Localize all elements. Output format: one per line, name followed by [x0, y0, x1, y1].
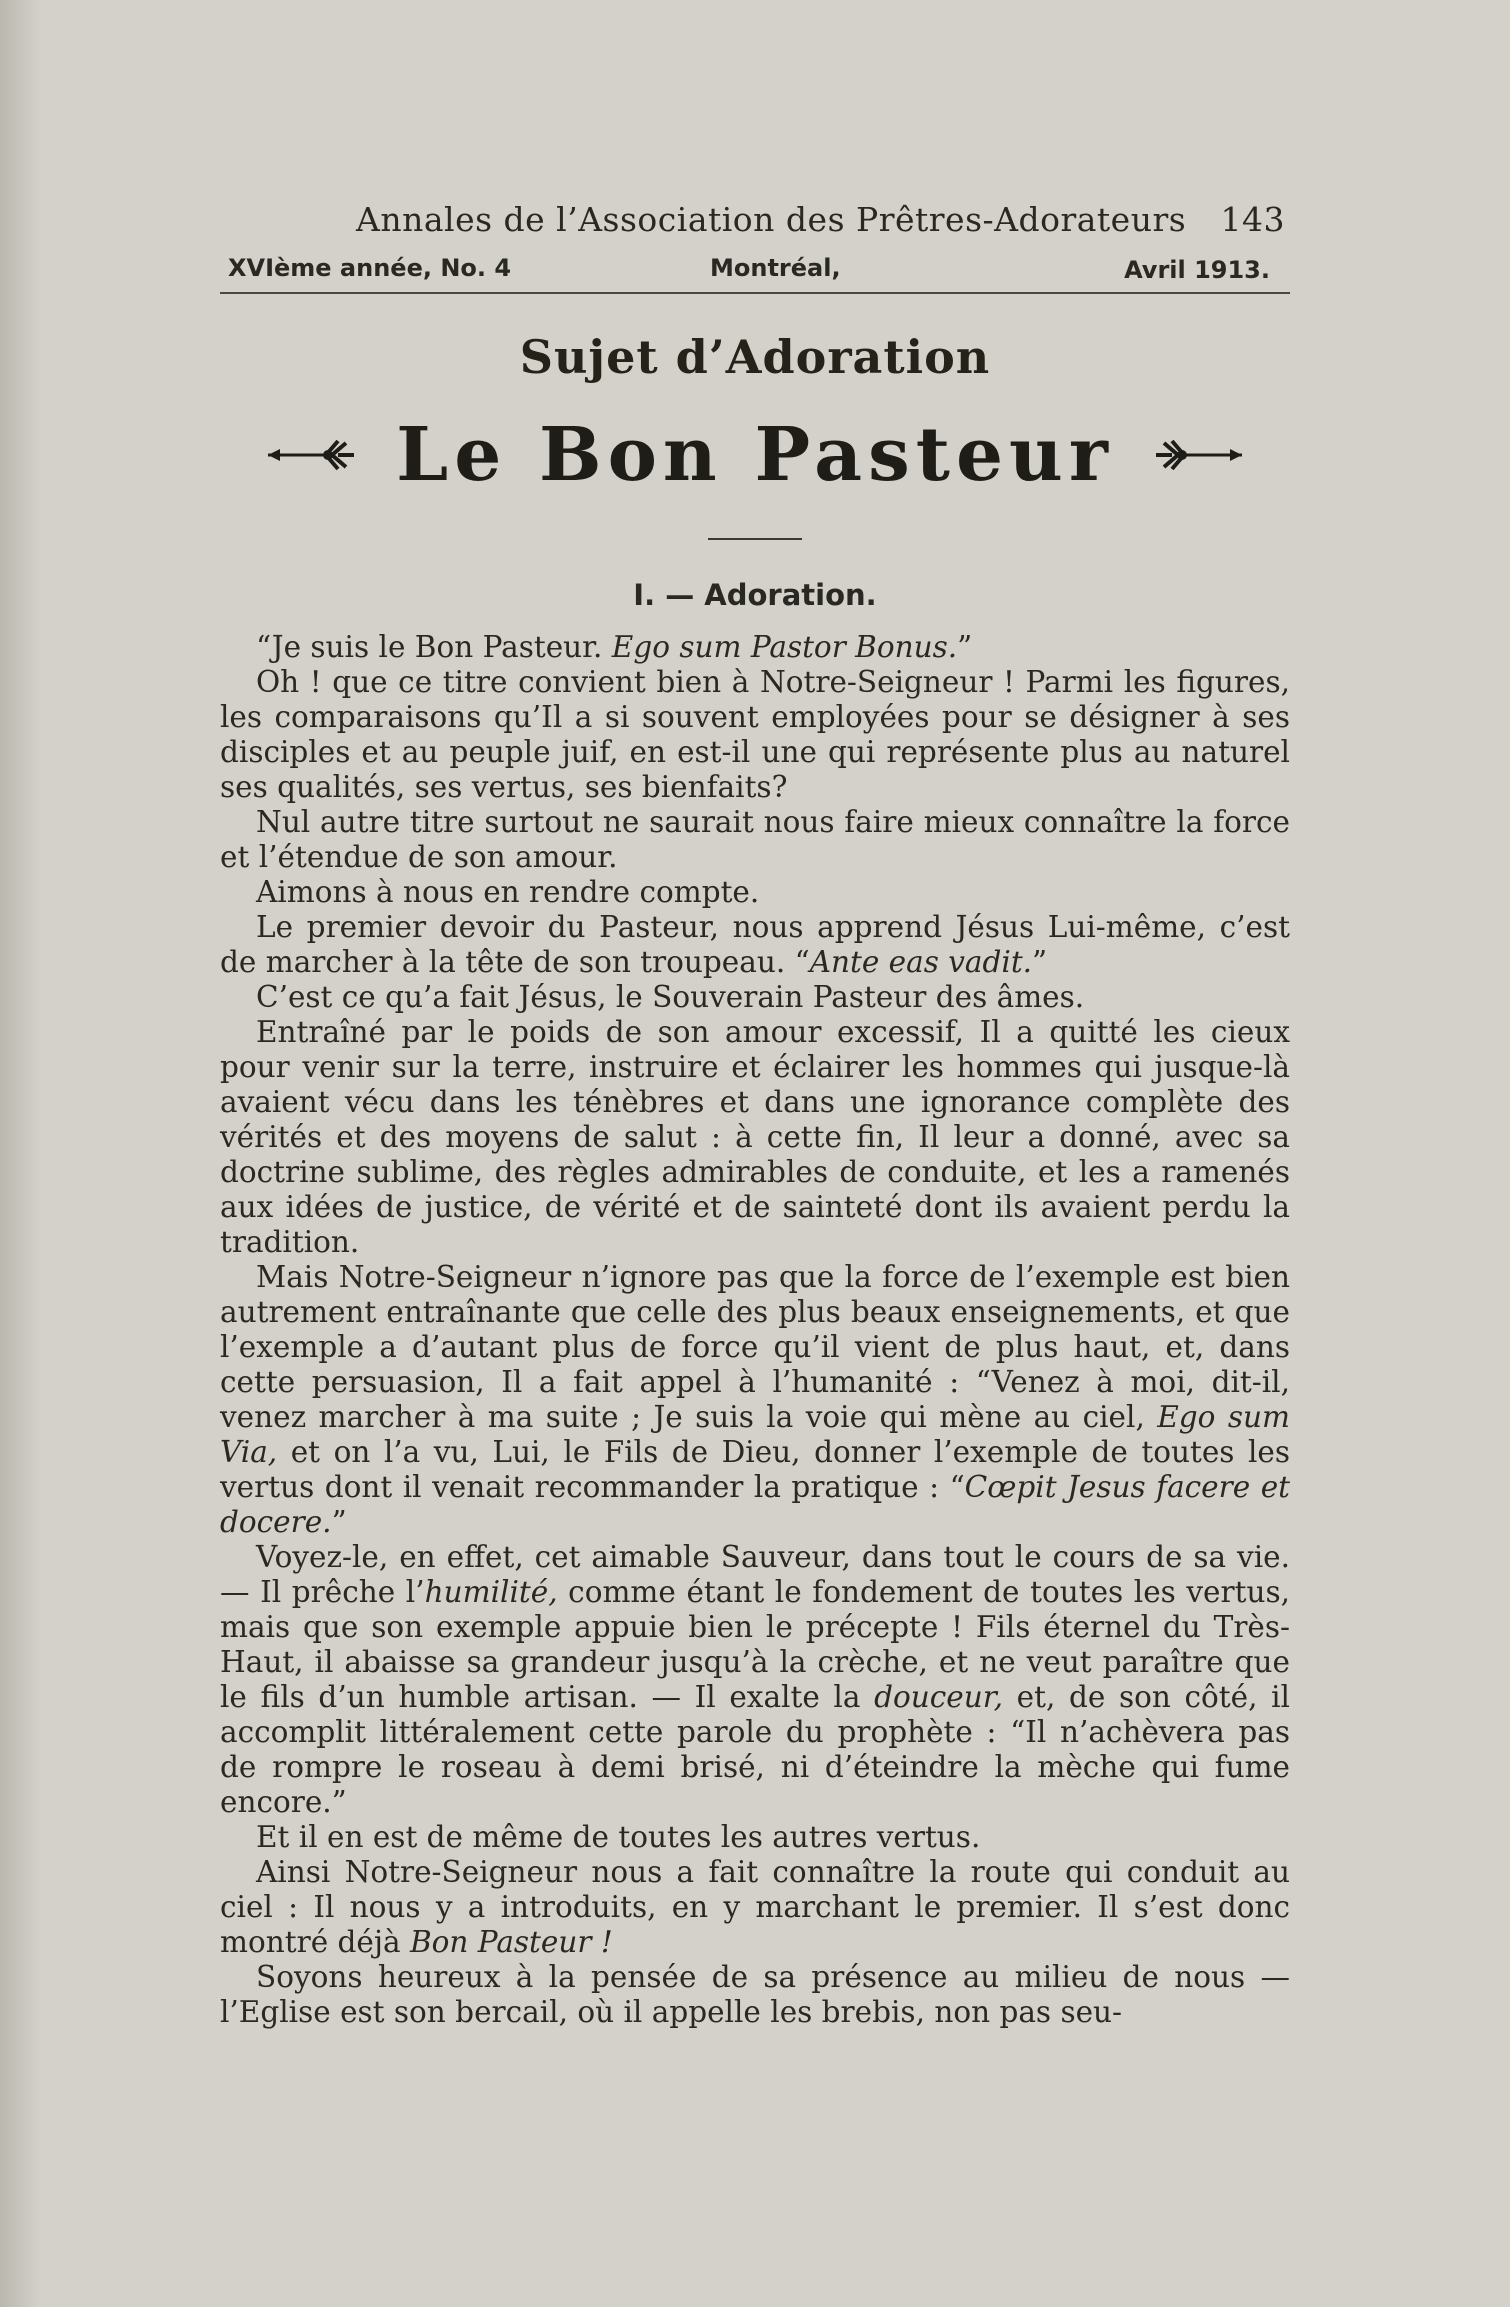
paragraph: [220, 1260, 1290, 1540]
text-run: “Je suis le Bon Pasteur.: [256, 630, 612, 664]
paragraph: C’est ce qu’a fait Jésus, le Souverain Pasteur des âmes.: [256, 980, 1085, 1014]
emphasis: humilité,: [424, 1575, 558, 1609]
text-run: Mais Notre-Seigneur n’ignore pas que la force de l’exemple est bien autrement entraînante que celle des plus beaux enseignements, et que l’exemple a d’autant plus de force qu’il vient de plus haut, et, dans cette persuasion, Il a fait appel à l’humanité : “Venez à moi, dit-il, venez marcher à ma suite ; Je suis la voie qui mène au ciel,: [220, 1260, 1290, 1434]
text-run: ”: [957, 630, 973, 664]
text-run: Ainsi Notre-Seigneur nous a fait connaître la route qui conduit au ciel : Il nous y a introduits, en y marchant le premier. Il s’est donc montré déjà: [220, 1855, 1290, 1959]
issue-date: Avril 1913.: [1124, 256, 1270, 284]
article-title: Le Bon Pasteur: [396, 412, 1114, 498]
latin-quote: Ante eas vadit.: [809, 945, 1033, 979]
text-run: et, de son côté, il accomplit littéralement cette parole du prophète : “Il n’achèvera pas de rompre le roseau à demi brisé, ni d’éteindre la mèche qui fume encore.”: [220, 1680, 1290, 1819]
paragraph: Aimons à nous en rendre compte.: [256, 875, 760, 909]
journal-title: Annales de l’Association des Prêtres-Adorateurs: [356, 200, 1187, 239]
text-run: comme étant le fondement de toutes les vertus, mais que son exemple appuie bien le précepte ! Fils éternel du Très-Haut, il abaisse sa grandeur jusqu’à la crèche, et ne veut paraître que le fils d’un humble artisan. — Il exalte la: [220, 1575, 1290, 1714]
issue-number: XVIème année, No. 4: [228, 254, 512, 282]
article-title-block: [220, 412, 1290, 498]
article-subject: Sujet d’Adoration: [519, 330, 991, 384]
emphasis: douceur,: [874, 1680, 1003, 1714]
right-ornament-icon: [1154, 435, 1244, 475]
issue-line: [220, 248, 1290, 292]
paragraph: Oh ! que ce titre convient bien à Notre-Seigneur ! Parmi les figures, les comparaisons qu’Il a si souvent employées pour se désigner à ses disciples et au peuple juif, en est-il une qui représente plus au naturel ses qualités, ses vertus, ses bienfaits?: [220, 665, 1290, 804]
paragraph: Nul autre titre surtout ne saurait nous faire mieux connaître la force et l’étendue de son amour.: [220, 805, 1290, 874]
latin-quote: Ego sum Via,: [220, 1400, 1290, 1469]
text-run: ”: [1032, 945, 1048, 979]
text-run: Voyez-le, en effet, cet aimable Sauveur, dans tout le cours de sa vie. — Il prêche l’: [220, 1540, 1290, 1609]
paragraph: Entraîné par le poids de son amour excessif, Il a quitté les cieux pour venir sur la terre, instruire et éclairer les hommes qui jusque-là avaient vécu dans les ténèbres et dans une ignorance complète des vérités et des moyens de salut : à cette fin, Il leur a donné, avec sa doctrine sublime, des règles admirables de conduite, et les a ramenés aux idées de justice, de vérité et de sainteté dont ils avaient perdu la tradition.: [220, 1015, 1290, 1259]
document-page: [220, 200, 1290, 2030]
paragraph: [220, 1540, 1290, 1820]
paragraph: [220, 910, 1290, 980]
latin-quote: Cœpit Jesus facere et docere.: [220, 1470, 1291, 1539]
text-run: Le premier devoir du Pasteur, nous apprend Jésus Lui-même, c’est de marcher à la tête de son troupeau. “: [220, 910, 1290, 979]
page-number: 143: [1220, 200, 1285, 239]
running-header: [220, 200, 1290, 248]
left-ornament-icon: [266, 435, 356, 475]
text-run: ”: [331, 1505, 347, 1539]
paragraph: [220, 630, 1290, 665]
issue-city: Montréal,: [710, 254, 841, 282]
header-rule: [220, 292, 1290, 294]
emphasis: Bon Pasteur !: [409, 1925, 613, 1959]
page-edge-shadow: [0, 0, 40, 2307]
paragraph: Et il en est de même de toutes les autres vertus.: [256, 1820, 981, 1854]
latin-quote: Ego sum Pastor Bonus.: [611, 630, 958, 664]
section-heading: I. — Adoration.: [633, 578, 877, 612]
paragraph: [220, 1855, 1290, 1960]
paragraph: Soyons heureux à la pensée de sa présence au milieu de nous — l’Eglise est son bercail, où il appelle les brebis, non pas seu-: [220, 1960, 1290, 2029]
text-run: et on l’a vu, Lui, le Fils de Dieu, donner l’exemple de toutes les vertus dont il venait recommander la pratique : “: [220, 1435, 1290, 1504]
title-rule: [708, 538, 802, 540]
